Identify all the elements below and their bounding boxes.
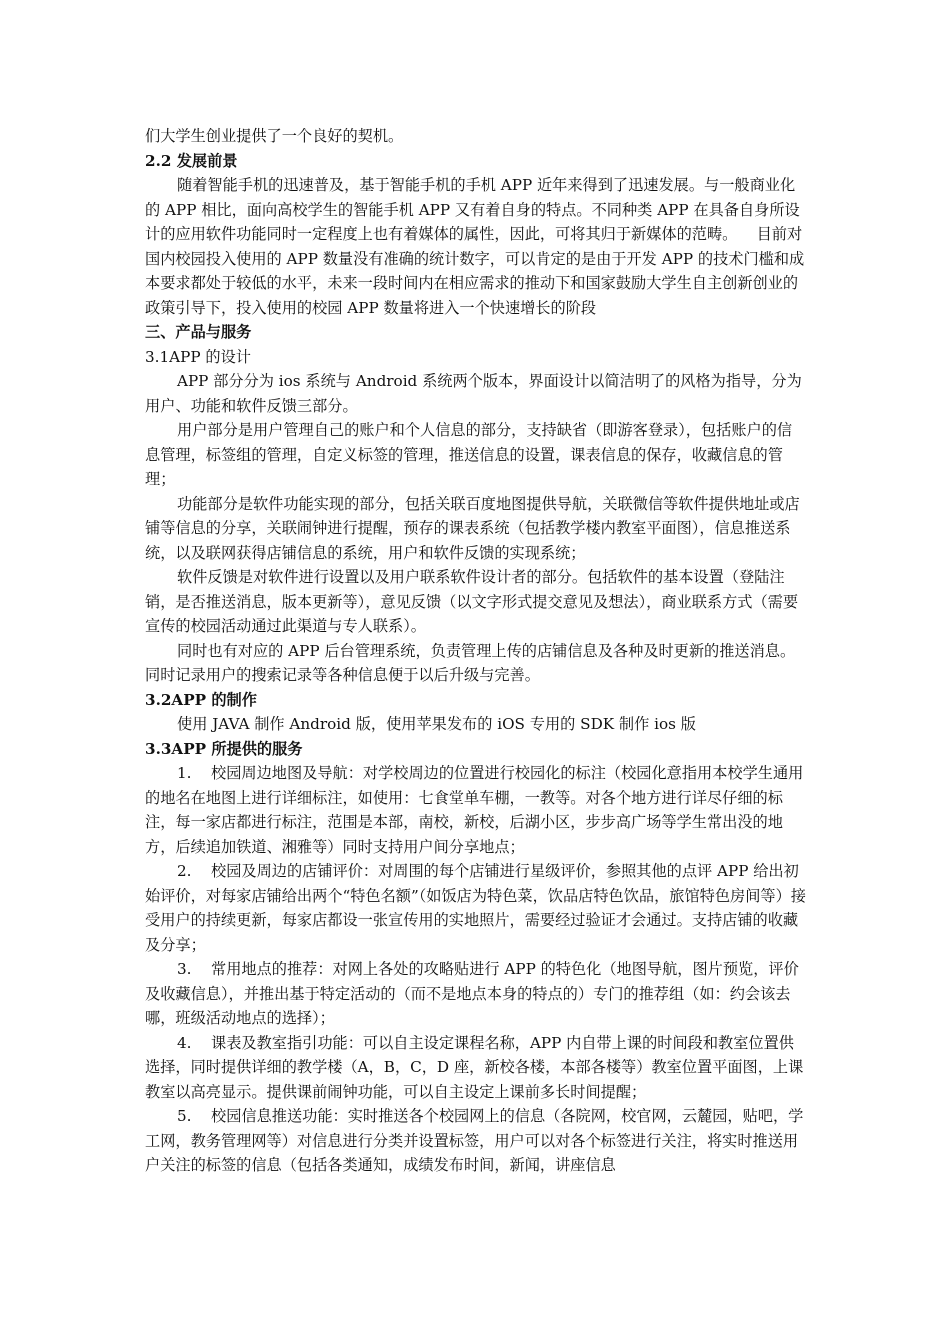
list-item — [145, 1104, 807, 1178]
list-item — [145, 859, 807, 957]
list-item-text: 常用地点的推荐：对网上各处的攻略贴进行 APP 的特色化（地图导航，图片预览，评价及收藏信息），并推出基于特定活动的（而不是地点本身的特点的）专门的推荐组（如：约会该去哪，班级活动地点的选择）； — [145, 960, 799, 1027]
list-item — [145, 957, 807, 1031]
list-item-text: 校园及周边的店铺评价：对周围的每个店铺进行星级评价，参照其他的点评 APP 给出初始评价，对每家店铺给出两个“特色名额”（如饭店为特色菜，饮品店特色饮品，旅馆特色房间等）接受用户的持续更新，每家店都设一张宣传用的实地照片，需要经过验证才会通过。支持店铺的收藏及分享； — [145, 862, 806, 954]
paragraph-function-part: 功能部分是软件功能实现的部分，包括关联百度地图提供导航，关联微信等软件提供地址或店铺等信息的分享，关联闹钟进行提醒，预存的课表系统（包括教学楼内教室平面图），信息推送系统，以及联网获得店铺信息的系统，用户和软件反馈的实现系统； — [145, 494, 800, 562]
list-item-number: 4. — [177, 1033, 192, 1052]
document-body — [145, 124, 807, 1178]
paragraph-feedback-part: 软件反馈是对软件进行设置以及用户联系软件设计者的部分。包括软件的基本设置（登陆注销，是否推送消息，版本更新等），意见反馈（以文字形式提交意见及想法），商业联系方式（需要宣传的校园活动通过此渠道与专人联系）。 — [145, 568, 799, 635]
heading-3-2: 3.2APP 的制作 — [145, 690, 257, 709]
list-item-text: 校园信息推送功能：实时推送各个校园网上的信息（各院网，校官网，云麓园，贴吧，学工网，教务管理网等）对信息进行分类并设置标签，用户可以对各个标签进行关注，将实时推送用户关注的标签的信息（包括各类通知，成绩发布时间，新闻，讲座信息 — [145, 1107, 804, 1174]
list-item-number: 3. — [177, 960, 192, 978]
list-item-text: 课表及教室指引功能：可以自主设定课程名称，APP 内自带上课的时间段和教室位置供选择，同时提供详细的教学楼（A，B，C，D 座，新校各楼，本部各楼等）教室位置平面图，上课教室以高亮显示。提供课前闹钟功能，可以自主设定上课前多长时间提醒； — [145, 1033, 804, 1101]
list-item — [145, 761, 807, 859]
paragraph-app-development: 使用 JAVA 制作 Android 版，使用苹果发布的 iOS 专用的 SDK 制作 ios 版 — [177, 715, 696, 733]
list-item-text: 校园周边地图及导航：对学校周边的位置进行校园化的标注（校园化意指用本校学生通用的地名在地图上进行详细标注，如使用：七食堂单车棚，一教等。对各个地方进行详尽仔细的标注，每一家店都进行标注，范围是本部，南校，新校，后湖小区，步步高广场等学生常出没的地方，后续追加铁道、湘雅等）同时支持用户间分享地点； — [145, 764, 804, 856]
paragraph-backend-system: 同时也有对应的 APP 后台管理系统，负责管理上传的店铺信息及各种及时更新的推送消息。同时记录用户的搜索记录等各种信息便于以后升级与完善。 — [145, 641, 796, 684]
paragraph-user-part: 用户部分是用户管理自己的账户和个人信息的部分，支持缺省（即游客登录），包括账户的信息管理，标签组的管理，自定义标签的管理，推送信息的设置，课表信息的保存，收藏信息的管理； — [145, 421, 793, 488]
heading-3-3: 3.3APP 所提供的服务 — [145, 739, 303, 758]
paragraph-intro-tail: 们大学生创业提供了一个良好的契机。 — [145, 127, 404, 145]
heading-2-2: 2.2 发展前景 — [145, 151, 238, 170]
list-item-number: 5. — [177, 1107, 192, 1125]
heading-section-3: 三、产品与服务 — [145, 323, 252, 341]
heading-3-1: 3.1APP 的设计 — [145, 347, 251, 366]
list-item-number: 2. — [177, 862, 192, 880]
list-item-number: 1. — [177, 764, 192, 782]
paragraph-development-prospects: 随着智能手机的迅速普及，基于智能手机的手机 APP 近年来得到了迅速发展。与一般商业化的 APP 相比，面向高校学生的智能手机 APP 又有着自身的特点。不同种类 APP 在具备自身所设计的应用软件功能同时一定程度上也有着媒体的属性，因此，可将其归于新媒体的范畴。 目前对国内校园投入使用的 APP 数量没有准确的统计数字，可以肯定的是由于开发 APP 的技术门槛和成本要求都处于较低的水平，未来一段时间内在相应需求的推动下和国家鼓励大学生自主创新创业的政策引导下，投入使用的校园 APP 数量将进入一个快速增长的阶段 — [145, 176, 805, 317]
paragraph-app-design-overview: APP 部分分为 ios 系统与 Android 系统两个版本，界面设计以简洁明了的风格为指导，分为用户、功能和软件反馈三部分。 — [145, 372, 802, 415]
list-item — [145, 1031, 807, 1105]
